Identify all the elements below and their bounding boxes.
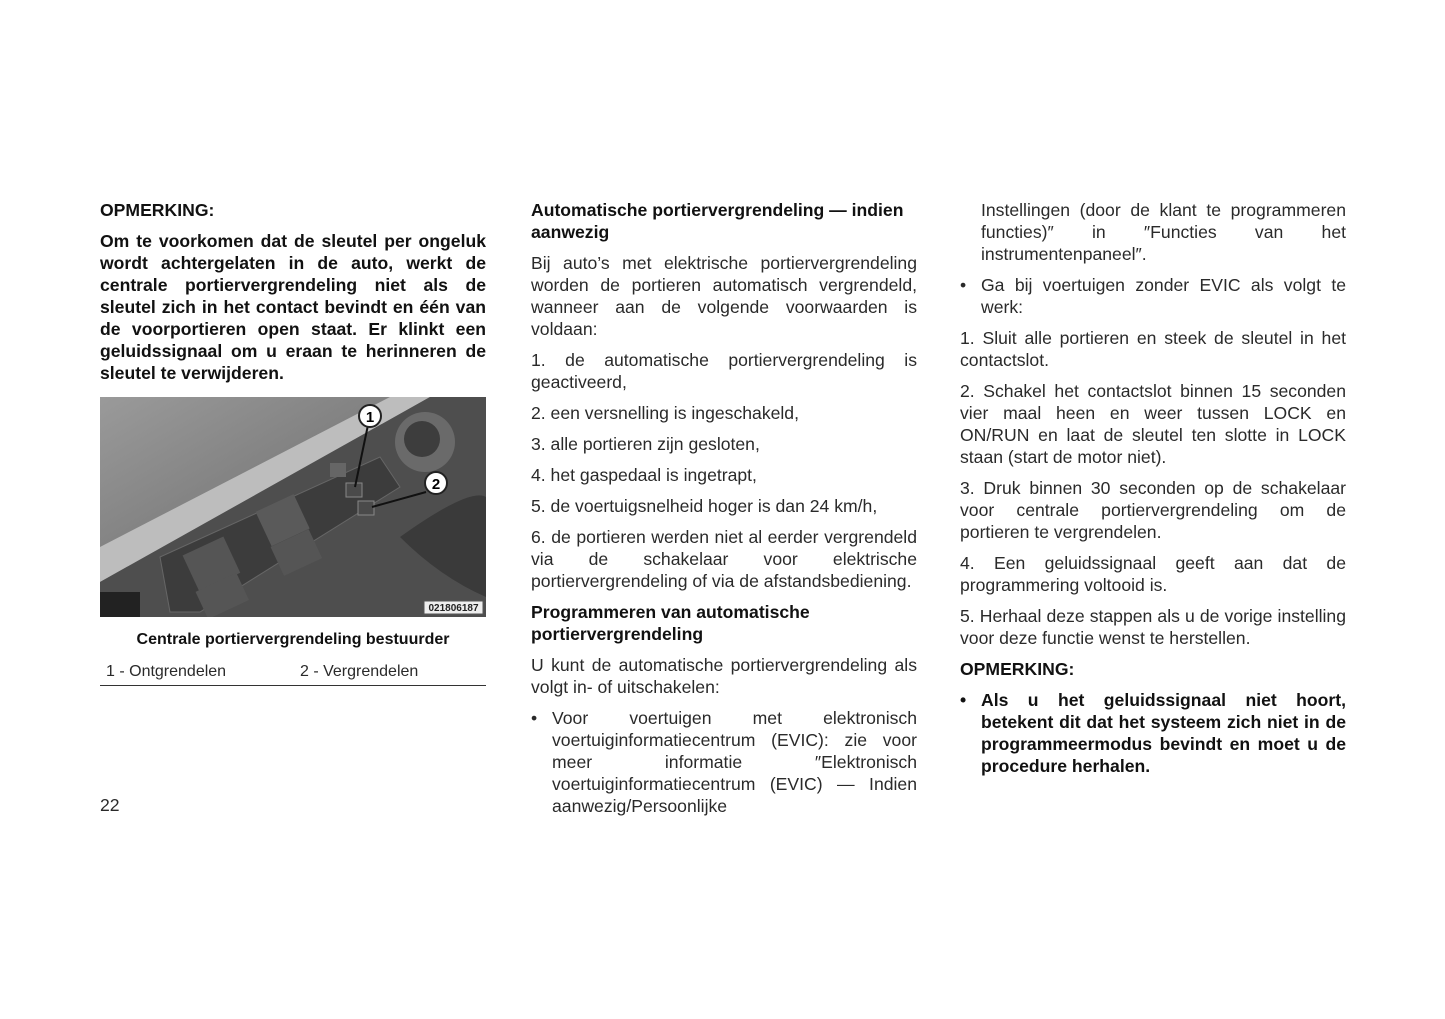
middle-column [531,199,917,826]
callout-2: 2 [431,476,441,493]
step-item: 4. Een geluidssignaal geeft aan dat de programmering voltooid is. [960,553,1346,595]
figure-code: 021806187 [428,603,479,614]
condition-item: 3. alle portieren zijn gesloten, [531,434,760,454]
intro-text: Bij auto’s met elektrische portiervergrendeling worden de portieren automatisch vergrendeld, wanneer aan de volgende voorwaarden is voldaan: [531,253,917,339]
figure-caption: Centrale portiervergrendeling bestuurder [136,631,450,648]
condition-item: 2. een versnelling is ingeschakeld, [531,403,799,423]
left-column [100,199,486,686]
condition-item: 5. de voertuigsnelheid hoger is dan 24 km/h, [531,496,878,516]
condition-item: 1. de automatische portiervergrendeling is geactiveerd, [531,350,917,392]
bullet-continuation: Instellingen (door de klant te programmeren functies)″ in ″Functies van het instrumentenpaneel″. [981,200,1346,264]
legend-unlock: 1 - Ontgrendelen [106,663,227,680]
step-item: 5. Herhaal deze stappen als u de vorige instelling voor deze functie wenst te herstellen. [960,606,1346,648]
legend-lock: 2 - Vergrendelen [300,663,419,680]
section-heading-auto-lock: Automatische portiervergrendeling — indien aanwezig [531,200,904,242]
bullet-icon: • [960,275,967,295]
condition-item: 6. de portieren werden niet al eerder vergrendeld via de schakelaar voor elektrische portiervergrendeling of via de afstandsbediening. [531,527,917,591]
step-item: 3. Druk binnen 30 seconden op de schakelaar voor centrale portiervergrendeling om de portieren te vergrendelen. [960,478,1346,542]
bullet-item: • Ga bij voertuigen zonder EVIC als volgt te werk: [960,275,1346,317]
section-heading-programming: Programmeren van automatische portiervergrendeling [531,602,810,644]
bullet-icon: • [960,690,967,710]
step-item: 2. Schakel het contactslot binnen 15 seconden vier maal heen en weer tussen LOCK en ON/RUN en laat de sleutel ten slotte in LOCK staan (start de motor niet). [960,381,1346,467]
bullet-icon: • [531,708,538,728]
intro-text-2: U kunt de automatische portiervergrendeling als volgt in- of uitschakelen: [531,655,917,697]
note-heading: OPMERKING: [100,200,215,220]
note-bullet: • Als u het geluidssignaal niet hoort, betekent dit dat het systeem zich niet in de programmeermodus bevindt en moet u de procedure herhalen. [960,690,1346,776]
note-text: Om te voorkomen dat de sleutel per ongeluk wordt achtergelaten in de auto, werkt de centrale portiervergrendeling niet als de sleutel zich in het contact bevindt en één van de voorportieren open staat. Er klinkt een geluidssignaal om u eraan te herinneren de sleutel te verwijderen. [100,231,486,383]
figure-legend [100,655,486,686]
note-heading: OPMERKING: [960,659,1075,679]
condition-item: 4. het gaspedaal is ingetrapt, [531,465,757,485]
right-column [960,199,1346,786]
page-number: 22 [100,795,120,815]
door-panel-photo [100,397,486,617]
door-switch-figure [100,397,486,617]
bullet-item: • Voor voertuigen met elektronisch voertuiginformatiecentrum (EVIC): zie voor meer informatie ″Elektronisch voertuiginformatiecentrum (EVIC) — Indien aanwezig/Persoonlijke [531,708,917,816]
callout-1: 1 [365,409,375,426]
step-item: 1. Sluit alle portieren en steek de sleutel in het contactslot. [960,328,1346,370]
